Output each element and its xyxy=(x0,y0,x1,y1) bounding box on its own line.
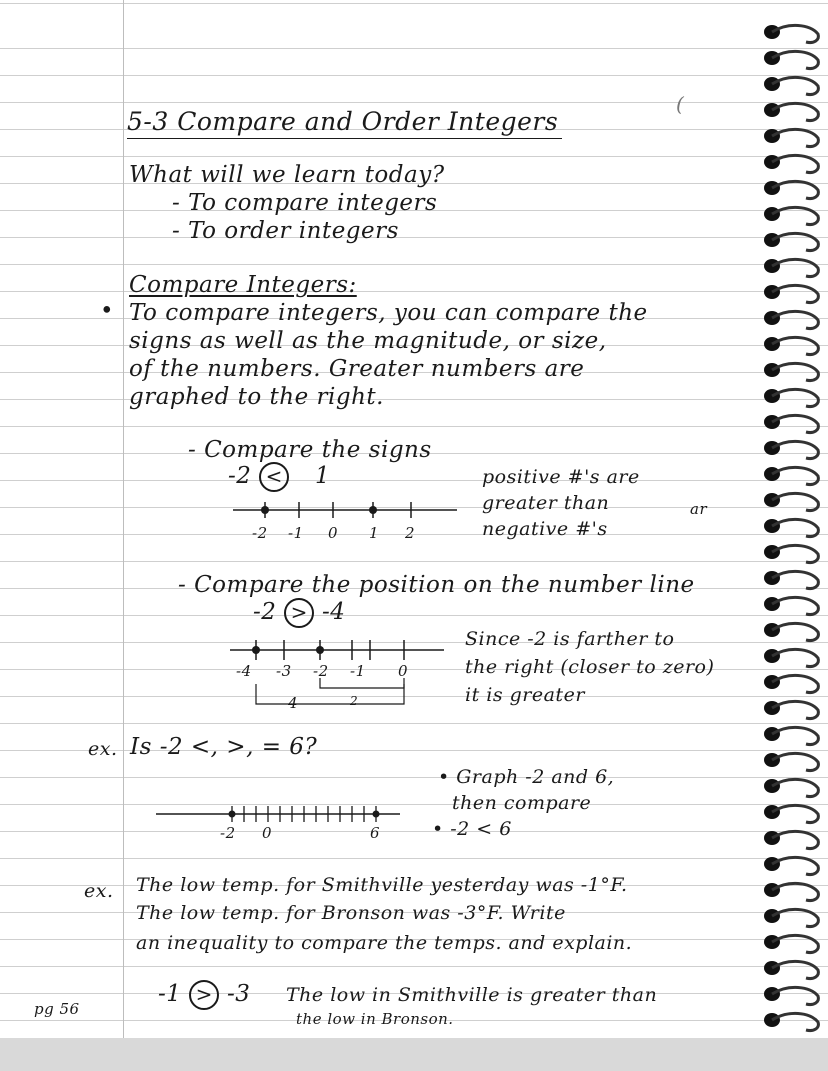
example2-label: ex. xyxy=(84,880,114,902)
example1-step-2: then compare xyxy=(452,792,592,814)
position-right: -4 xyxy=(322,599,346,625)
stray-text: ar xyxy=(690,500,708,518)
example1-number-line xyxy=(152,802,404,826)
section-heading-compare: Compare Integers: xyxy=(129,272,357,298)
position-note-2: the right (closer to zero) xyxy=(465,656,715,678)
stray-mark: ( xyxy=(676,92,685,116)
brace-label-2: 2 xyxy=(350,694,359,708)
objectives-question: What will we learn today? xyxy=(129,162,445,188)
margin-line xyxy=(123,0,124,1040)
bullet-point: • xyxy=(100,298,115,324)
objective-item-1: - To compare integers xyxy=(172,190,438,216)
signs-tick-n1: -1 xyxy=(288,524,304,542)
point-neg2b xyxy=(316,646,324,654)
compare-line-3: of the numbers. Greater numbers are xyxy=(129,356,585,382)
point-ex-neg2 xyxy=(229,811,236,818)
objective-item-2: - To order integers xyxy=(172,218,399,244)
compare-line-4: graphed to the right. xyxy=(129,384,384,410)
signs-tick-1: 1 xyxy=(369,524,380,542)
signs-tick-0: 0 xyxy=(328,524,339,542)
signs-note-3: negative #'s xyxy=(482,518,608,540)
compare-line-2: signs as well as the magnitude, or size, xyxy=(129,328,607,354)
scan-edge xyxy=(0,1038,828,1071)
spiral-binding xyxy=(758,20,828,1040)
position-left: -2 xyxy=(253,599,277,625)
position-tick-0: 0 xyxy=(398,662,409,680)
position-heading: - Compare the position on the number line xyxy=(178,572,695,598)
signs-expression xyxy=(228,462,330,492)
position-tick-n2: -2 xyxy=(313,662,329,680)
signs-right: 1 xyxy=(315,463,331,489)
example2-line-3: an inequality to compare the temps. and explain. xyxy=(136,932,633,954)
example1-step-1: • Graph -2 and 6, xyxy=(438,766,615,788)
example2-line-1: The low temp. for Smithville yesterday was -1°F. xyxy=(136,874,628,896)
position-note-1: Since -2 is farther to xyxy=(465,628,675,650)
answer-symbol: > xyxy=(189,980,219,1010)
example1-label: ex. xyxy=(88,738,118,760)
answer-left: -1 xyxy=(158,981,182,1007)
example2-line-2: The low temp. for Bronson was -3°F. Write xyxy=(136,902,566,924)
page-title: 5-3 Compare and Order Integers xyxy=(127,107,559,136)
position-expression xyxy=(253,598,345,628)
compare-line-1: To compare integers, you can compare the xyxy=(129,300,648,326)
example2-answer-text-2: the low in Bronson. xyxy=(296,1010,454,1028)
point-neg2 xyxy=(261,506,269,514)
position-number-line xyxy=(222,634,448,712)
signs-tick-2: 2 xyxy=(405,524,416,542)
signs-left: -2 xyxy=(228,463,252,489)
position-tick-n4: -4 xyxy=(236,662,252,680)
point-ex-6 xyxy=(373,811,380,818)
position-tick-n1: -1 xyxy=(350,662,366,680)
example1-question: Is -2 <, >, = 6? xyxy=(130,734,318,760)
page-reference: pg 56 xyxy=(34,1000,80,1018)
example1-tick-6: 6 xyxy=(370,824,381,842)
example2-answer-expression xyxy=(158,980,250,1010)
signs-heading: - Compare the signs xyxy=(188,437,432,463)
signs-symbol: < xyxy=(259,462,289,492)
example1-tick-0: 0 xyxy=(262,824,273,842)
point-neg4 xyxy=(252,646,260,654)
example1-step-3: • -2 < 6 xyxy=(432,818,512,840)
answer-right: -3 xyxy=(227,981,251,1007)
example1-tick-n2: -2 xyxy=(220,824,236,842)
signs-note-2: greater than xyxy=(482,492,610,514)
signs-note-1: positive #'s are xyxy=(482,466,640,488)
position-symbol: > xyxy=(284,598,314,628)
position-tick-n3: -3 xyxy=(276,662,292,680)
example2-answer-text: The low in Smithville is greater than xyxy=(286,984,658,1006)
signs-number-line xyxy=(225,496,465,526)
signs-tick-n2: -2 xyxy=(252,524,268,542)
title-underline xyxy=(127,138,562,139)
point-1 xyxy=(369,506,377,514)
brace-label-4: 4 xyxy=(288,694,299,712)
position-note-3: it is greater xyxy=(465,684,585,706)
